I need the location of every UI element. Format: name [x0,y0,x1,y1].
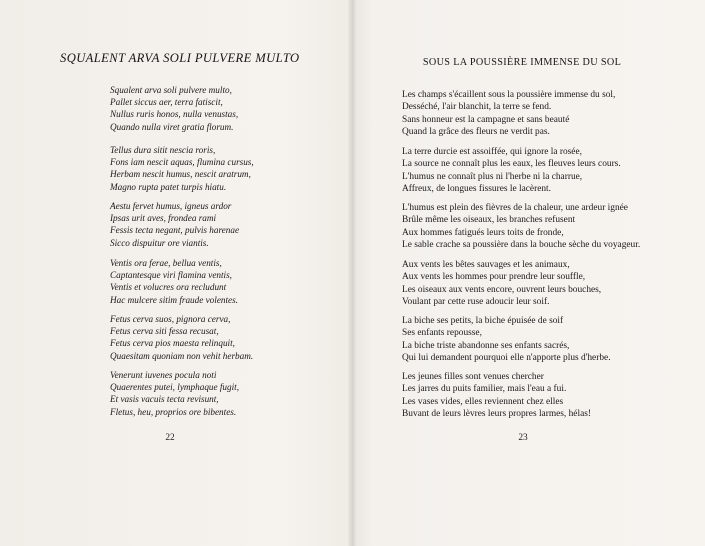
verse-line: Voulant par cette ruse adoucir leur soif. [402,297,550,308]
verse-line: Fetus cerva siti fessa recusat, [110,326,219,337]
latin-stanza-5 [110,313,253,362]
verse-line: La biche triste abandonne ses enfants sacrés, [402,340,570,351]
verse-line: Les jeunes filles sont venues chercher [402,372,544,382]
verse-line: La terre durcie est assoiffée, qui ignore la rosée, [402,147,582,157]
verse-line: Fessis tecta negant, pulvis harenae [110,225,240,236]
verse-line: L'humus est plein des fièvres de la chaleur, une ardeur ignée [402,203,628,213]
verse-line: Ventis ora ferae, bellua ventis, [110,258,222,268]
verse-line: Quand la grâce des fleurs ne verdit pas. [402,127,550,138]
verse-line: Fletus, heu, proprios ore bibentes. [110,406,237,417]
right-page [352,0,705,546]
verse-line: Fetus cerva suos, pignora cerva, [110,314,231,324]
verse-line: La biche ses petits, la biche épuisée de soif [402,316,564,326]
verse-line: Ventis et volucres ora recludunt [110,282,227,293]
french-stanza-5 [402,315,611,365]
verse-line: L'humus ne connaît plus ni l'herbe ni la charrue, [402,171,583,182]
verse-line: Sicco dispuitur ore viantis. [110,237,209,248]
french-stanza-6 [402,371,591,421]
verse-line: Ipsas urit aves, frondea rami [110,213,217,224]
verse-line: Les vases vides, elles reviennent chez elles [402,396,564,407]
verse-line: Nullus ruris honos, nulla venustas, [110,109,239,120]
verse-line: Buvant de leurs lèvres leurs propres larmes, hélas! [402,409,592,420]
verse-line: Desséché, l'air blanchit, la terre se fend. [402,102,552,113]
verse-line: Quaesitam quoniam non vehit herbam. [110,350,254,361]
verse-line: Sans honneur est la campagne et sans beauté [402,114,570,125]
verse-line: Aux hommes fatigués leurs toits de fronde, [402,227,564,238]
verse-line: Magno rupta patet turpis hiatu. [110,181,227,192]
verse-line: Les champs s'écaillent sous la poussière immense du sol, [402,90,616,100]
verse-line: Aux vents les bêtes sauvages et les animaux, [402,260,570,270]
latin-stanza-6 [110,369,239,418]
verse-line: Quando nulla viret gratia florum. [110,121,234,132]
verse-line: Aestu fervet humus, igneus ardor [110,201,232,211]
verse-line: Captantesque viri flamina ventis, [110,270,232,281]
verse-line: Affreux, de longues fissures le lacèrent. [402,184,551,195]
verse-line: Et vasis vacuis tecta revisunt, [110,394,219,405]
verse-line: Tellus dura sitit nescia roris, [110,145,216,155]
verse-line: La source ne connaît plus les eaux, les fleuves leurs cours. [402,159,621,170]
verse-line: Le sable crache sa poussière dans la bouche sèche du voyageur. [402,240,641,251]
verse-line: Herbam nescit humus, nescit aratrum, [110,169,251,180]
verse-line: Ses enfants repousse, [402,328,482,339]
french-stanza-2 [402,146,621,196]
latin-stanza-1 [110,84,238,133]
verse-line: Brûle même les oiseaux, les branches refusent [402,215,576,226]
page-number-left: 22 [165,433,175,443]
french-stanza-3 [402,202,640,252]
verse-line: Les oiseaux aux vents encore, ouvrent leurs bouches, [402,284,602,295]
verse-line: Aux vents les hommes pour prendre leur souffle, [402,272,586,283]
verse-line: Fons iam nescit aquas, flumina cursus, [110,157,254,168]
verse-line: Venerunt iuvenes pocula noti [110,370,217,380]
verse-line: Quaerentes putei, lymphaque fugit, [110,382,240,393]
page-number-right: 23 [518,433,528,443]
latin-stanza-3 [110,200,239,249]
book-gutter [348,0,356,546]
left-page [0,0,352,546]
verse-line: Pallet siccus aer, terra fatiscit, [110,97,223,108]
latin-stanza-4 [110,257,238,306]
french-poem-title: SOUS LA POUSSIÈRE IMMENSE DU SOL [422,57,622,68]
latin-poem-title: SQUALENT ARVA SOLI PULVERE MULTO [60,51,300,65]
verse-line: Squalent arva soli pulvere multo, [110,85,232,95]
verse-line: Qui lui demandent pourquoi elle n'apporte plus d'herbe. [402,353,611,364]
verse-line: Les jarres du puits familier, mais l'eau a fui. [402,384,567,395]
latin-stanza-2 [110,144,254,193]
verse-line: Fetus cerva pios maesta relinquit, [110,338,235,349]
french-stanza-4 [402,259,601,309]
verse-line: Hac mulcere sitim fraude volentes. [110,294,238,305]
french-stanza-1 [402,89,615,139]
